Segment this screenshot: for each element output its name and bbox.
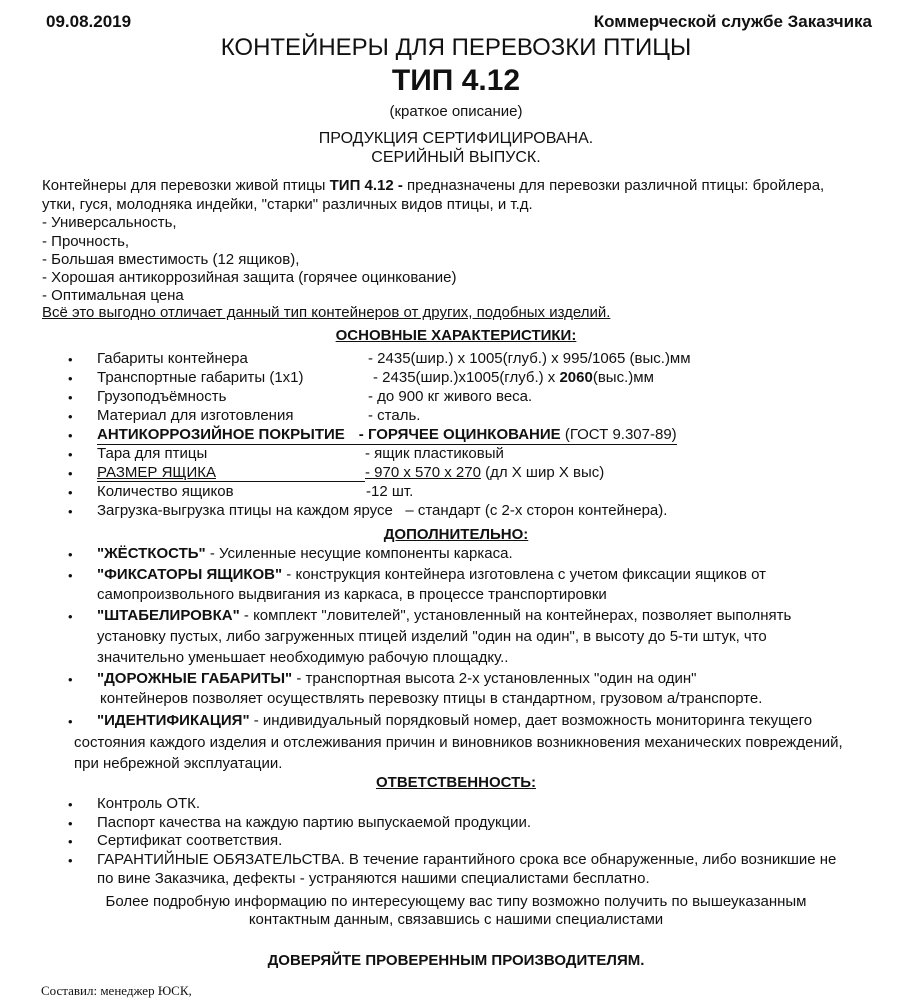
additional-item <box>97 712 812 729</box>
additional-item-cont: установку пустых, либо загруженных птицей изделий "один на один", в высоту до 5-ти штук, что <box>97 628 767 645</box>
bullet-icon: • <box>68 428 73 443</box>
bullet-icon: • <box>68 816 73 831</box>
product-type: ТИП 4.12 <box>391 64 521 97</box>
bullet-icon: • <box>68 853 73 868</box>
bullet-icon: • <box>68 390 73 405</box>
additional-item <box>97 670 696 687</box>
advantage-item: - Большая вместимость (12 ящиков), <box>42 251 300 268</box>
bullet-icon: • <box>68 352 73 367</box>
document-title: КОНТЕЙНЕРЫ ДЛЯ ПЕРЕВОЗКИ ПТИЦЫ <box>220 34 692 61</box>
additional-item-title: "ДОРОЖНЫЕ ГАБАРИТЫ" <box>97 670 293 687</box>
spec-value-standard: (ГОСТ 9.307-89) <box>560 426 677 443</box>
serial-production-line: СЕРИЙНЫЙ ВЫПУСК. <box>371 149 541 166</box>
intro-type: ТИП 4.12 - <box>329 177 403 194</box>
additional-item-title: "ФИКСАТОРЫ ЯЩИКОВ" <box>97 566 283 583</box>
spec-value-note: (дл Х шир Х выс) <box>480 464 605 481</box>
additional-item-cont: самопроизвольного выдвигания из каркаса, в процессе транспортировки <box>97 586 607 603</box>
responsibility-item: Контроль ОТК. <box>97 795 201 812</box>
specs-heading: ОСНОВНЫЕ ХАРАКТЕРИСТИКИ: <box>335 327 577 344</box>
bullet-icon: • <box>68 714 73 729</box>
bullet-icon: • <box>68 447 73 462</box>
responsibility-item: ГАРАНТИЙНЫЕ ОБЯЗАТЕЛЬСТВА. В течение гарантийного срока все обнаруженные, либо возникшие не <box>97 851 837 868</box>
spec-value-height: 2060 <box>559 369 593 386</box>
spec-row-coating <box>97 426 677 445</box>
responsibility-item: Паспорт качества на каждую партию выпускаемой продукции. <box>97 814 532 831</box>
additional-item-cont: состояния каждого изделия и отслеживания причин и виновников возникновения механических повреждений, <box>74 734 843 751</box>
certification-line: ПРОДУКЦИЯ СЕРТИФИЦИРОВАНА. <box>318 130 594 147</box>
additional-item-text: - конструкция контейнера изготовлена с учетом фиксации ящиков от <box>282 566 767 583</box>
info-line-1: Более подробную информацию по интересующему вас типу возможно получить по вышеуказанным <box>105 893 807 910</box>
bullet-icon: • <box>68 485 73 500</box>
spec-label: Тара для птицы <box>97 445 208 462</box>
spec-label: Грузоподъёмность <box>97 388 227 405</box>
additional-item-title: "ИДЕНТИФИКАЦИЯ" <box>97 712 250 729</box>
additional-heading: ДОПОЛНИТЕЛЬНО: <box>383 526 529 543</box>
intro-text: Контейнеры для перевозки живой птицы <box>42 177 330 194</box>
advantage-item: - Оптимальная цена <box>42 287 184 304</box>
intro-line-2: утки, гуся, молодняка индейки, "старки" различных видов птицы, и т.д. <box>42 196 533 213</box>
spec-label-text: РАЗМЕР ЯЩИКА <box>97 464 216 481</box>
spec-value <box>373 369 654 386</box>
additional-item-title: "ШТАБЕЛИРОВКА" <box>97 607 240 624</box>
info-line-2: контактным данным, связавшись с нашими специалистами <box>248 911 664 928</box>
spec-value-unit: (выс.)мм <box>592 369 654 386</box>
additional-item <box>97 607 791 624</box>
bullet-icon: • <box>68 371 73 386</box>
spec-value-dims: - 970 х 570 х 270 <box>365 464 481 481</box>
bullet-icon: • <box>68 568 73 583</box>
additional-item <box>97 545 513 562</box>
additional-item-text: - индивидуальный порядковый номер, дает возможность мониторинга текущего <box>249 712 813 729</box>
advantage-item: - Прочность, <box>42 233 130 250</box>
bullet-icon: • <box>68 547 73 562</box>
bullet-icon: • <box>68 504 73 519</box>
advantage-item: - Универсальность, <box>42 214 177 231</box>
spec-value: - ГОРЯЧЕЕ ОЦИНКОВАНИЕ <box>358 426 561 443</box>
subtitle: (краткое описание) <box>389 103 523 120</box>
spec-value: - ящик пластиковый <box>365 445 504 462</box>
intro-text-cont: предназначены для перевозки различной птицы: бройлера, <box>402 177 825 194</box>
intro-paragraph <box>42 177 824 194</box>
advantages-summary: Всё это выгодно отличает данный тип контейнеров от других, подобных изделий. <box>42 304 611 321</box>
spec-label: Количество ящиков <box>97 483 234 500</box>
spec-value: - до 900 кг живого веса. <box>368 388 533 405</box>
additional-item-text: - комплект "ловителей", установленный на контейнерах, позволяет выполнять <box>239 607 792 624</box>
spec-label: Загрузка-выгрузка птицы на каждом ярусе – стандарт (с 2-х сторон контейнера). <box>97 502 668 519</box>
spec-label: АНТИКОРРОЗИЙНОЕ ПОКРЫТИЕ <box>97 426 345 443</box>
bullet-icon: • <box>68 834 73 849</box>
spec-value-text: - 2435(шир.)х1005(глуб.) х <box>373 369 560 386</box>
bullet-icon: • <box>68 797 73 812</box>
bullet-icon: • <box>68 466 73 481</box>
additional-item-cont: значительно уменьшает необходимую рабочую площадку.. <box>97 649 509 666</box>
responsibility-item: Сертификат соответствия. <box>97 832 283 849</box>
advantage-item: - Хорошая антикоррозийная защита (горячее оцинкование) <box>42 269 457 286</box>
spec-value <box>365 464 604 481</box>
responsibility-item-cont: по вине Заказчика, дефекты - устраняются нашими специалистами бесплатно. <box>97 870 650 887</box>
responsibility-heading: ОТВЕТСТВЕННОСТЬ: <box>375 774 537 791</box>
bullet-icon: • <box>68 409 73 424</box>
bullet-icon: • <box>68 609 73 624</box>
additional-item <box>97 566 766 583</box>
additional-item-text: - транспортная высота 2-х установленных "один на один" <box>292 670 697 687</box>
recipient: Коммерческой службе Заказчика <box>593 12 872 31</box>
slogan: ДОВЕРЯЙТЕ ПРОВЕРЕННЫМ ПРОИЗВОДИТЕЛЯМ. <box>267 952 645 969</box>
additional-item-title: "ЖЁСТКОСТЬ" <box>97 545 206 562</box>
additional-item-cont: контейнеров позволяет осуществлять перевозку птицы в стандартном, грузовом а/транспорте. <box>100 690 763 707</box>
spec-label: Габариты контейнера <box>97 350 248 367</box>
additional-item-cont: при небрежной эксплуатации. <box>74 755 283 772</box>
bullet-icon: • <box>68 672 73 687</box>
author-note: Составил: менеджер ЮСК, <box>41 983 192 998</box>
document-date: 09.08.2019 <box>46 12 132 31</box>
spec-value: - 2435(шир.) х 1005(глуб.) х 995/1065 (выс.)мм <box>368 350 691 367</box>
additional-item-text: - Усиленные несущие компоненты каркаса. <box>205 545 513 562</box>
spec-value: -12 шт. <box>366 483 414 500</box>
spec-label: Материал для изготовления <box>97 407 294 424</box>
spec-label <box>97 464 365 482</box>
spec-label: Транспортные габариты (1х1) <box>97 369 304 386</box>
spec-value: - сталь. <box>368 407 421 424</box>
